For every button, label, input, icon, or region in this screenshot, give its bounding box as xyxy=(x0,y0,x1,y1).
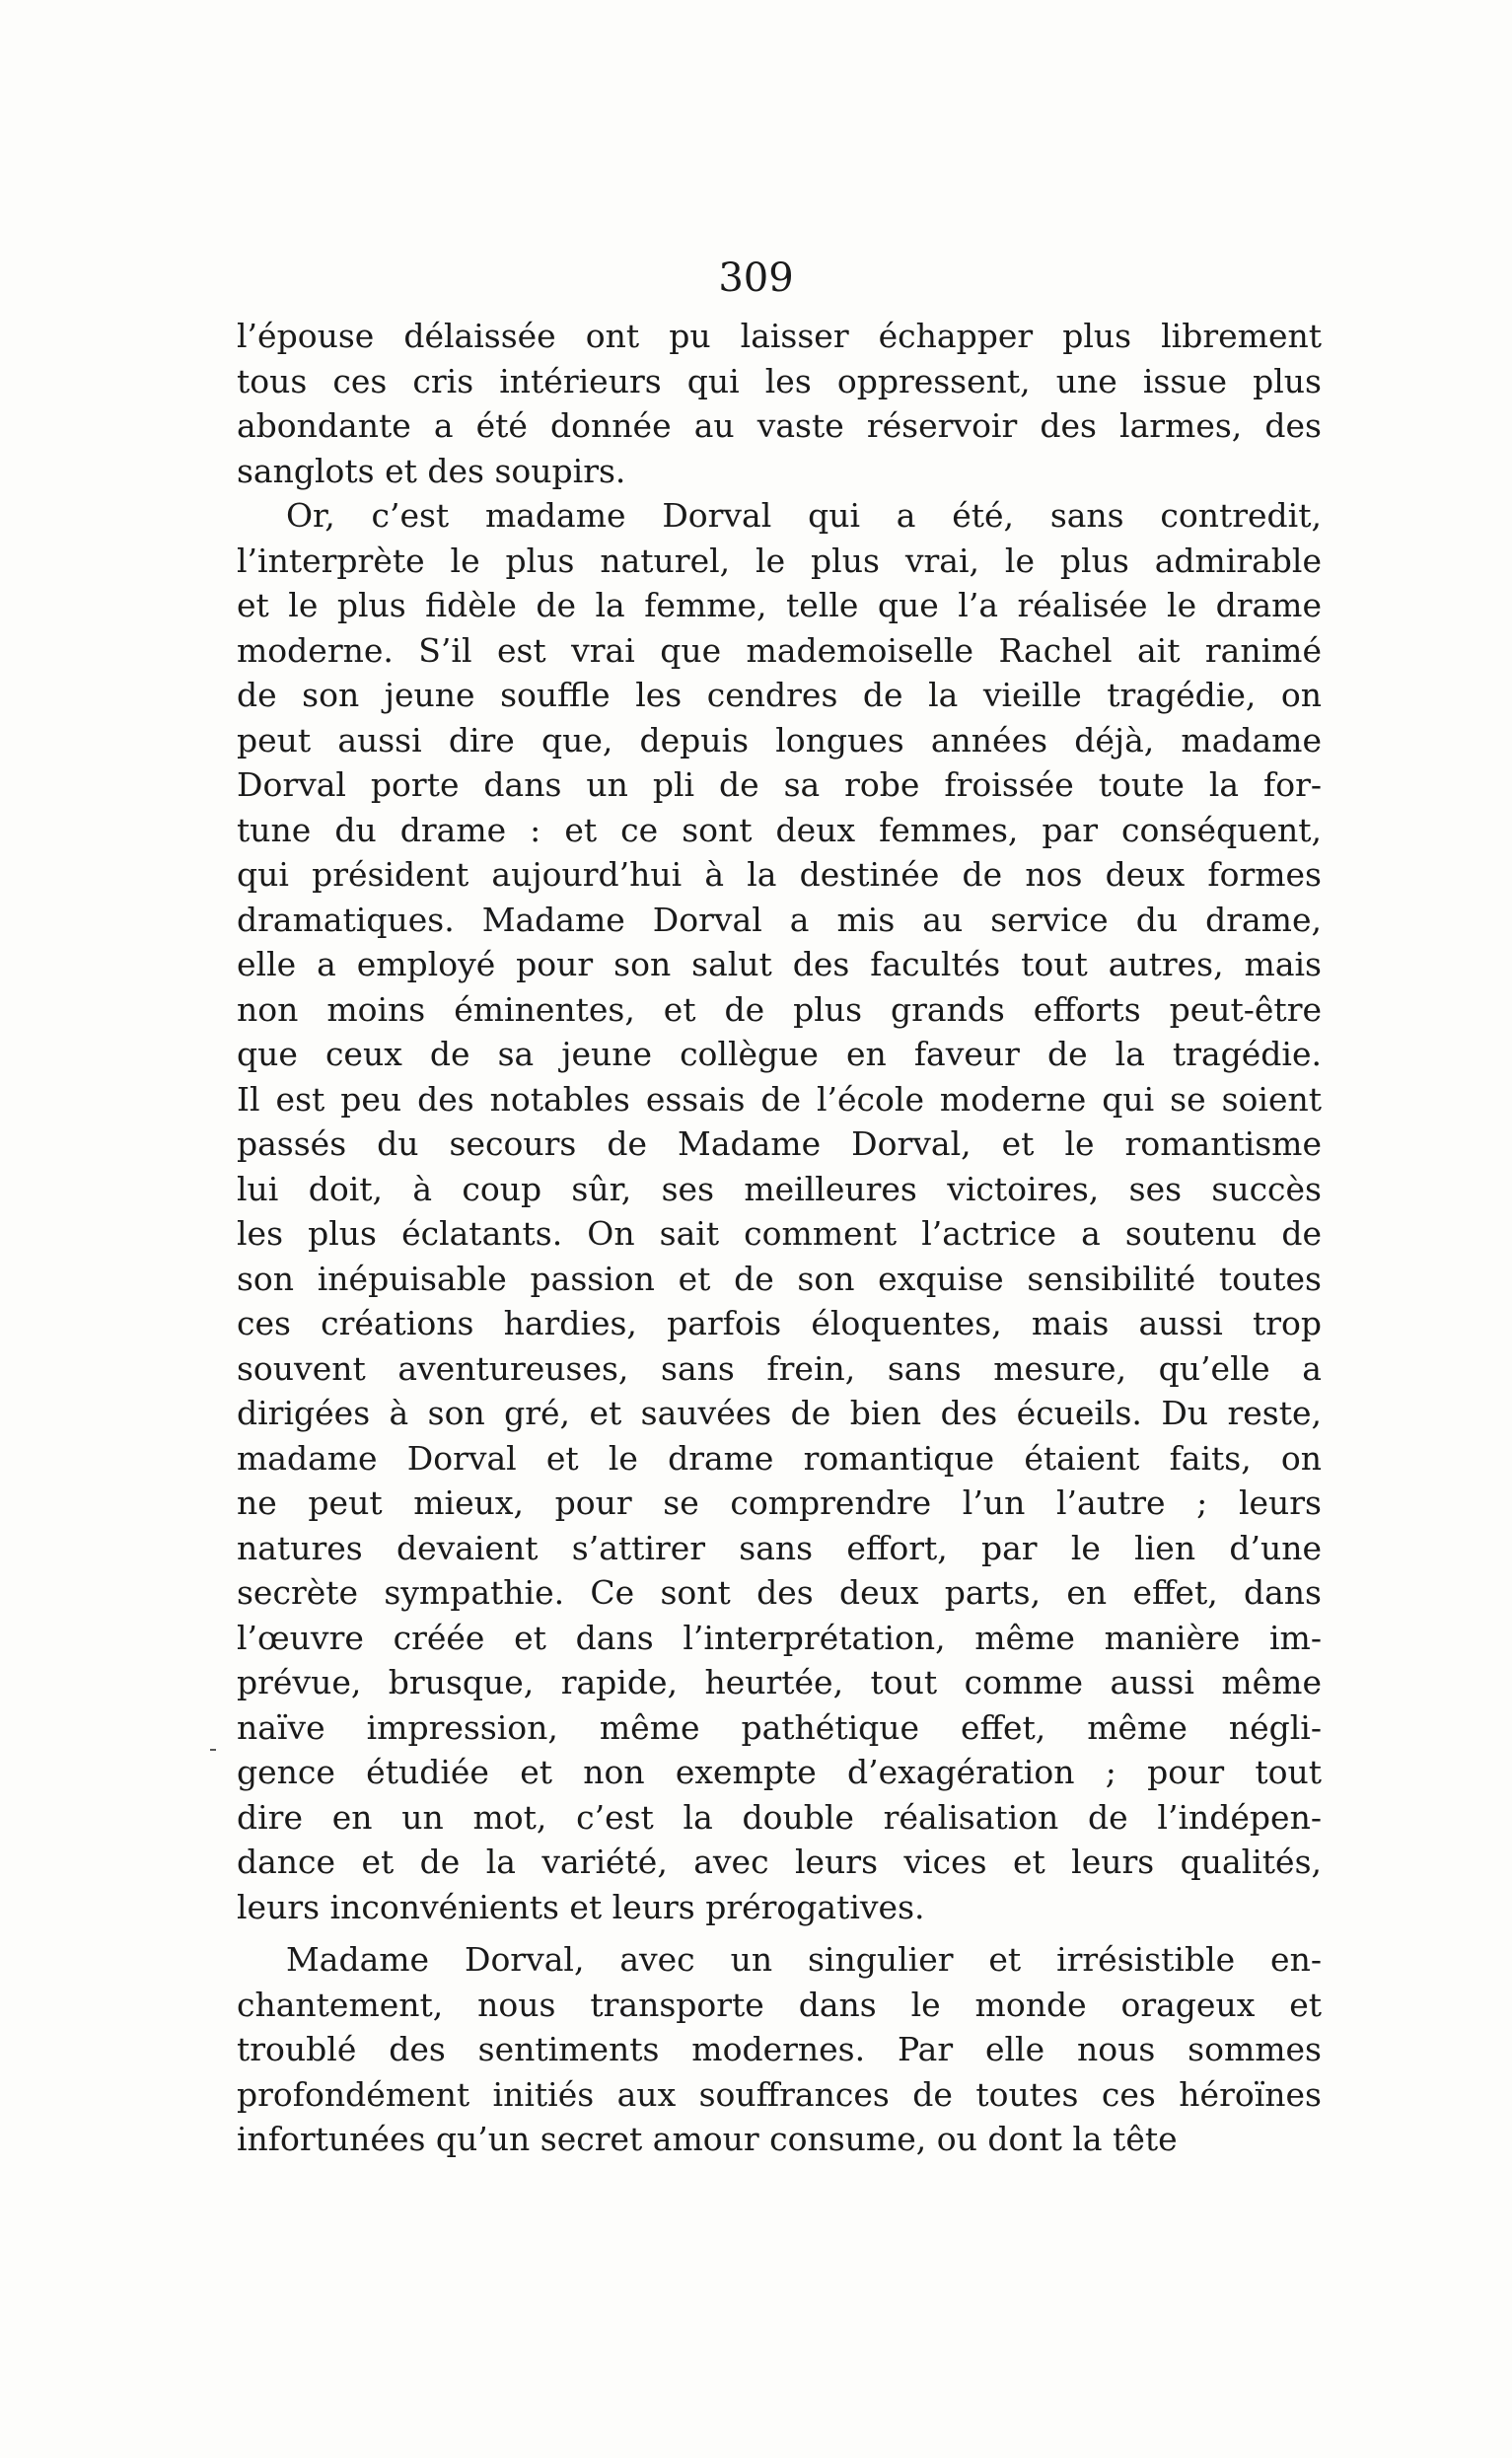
text-line: Il est peu des notables essais de l’école moderne qui se soient xyxy=(237,1079,1322,1119)
text-line: lui doit, à coup sûr, ses meilleures victoires, ses succès xyxy=(237,1169,1322,1208)
text-line: dire en un mot, c’est la double réalisation de l’indépen- xyxy=(237,1797,1322,1837)
page-number: 309 xyxy=(718,255,794,301)
text-line: troublé des sentiments modernes. Par elle nous sommes xyxy=(237,2030,1322,2068)
text-line: l’œuvre créée et dans l’interprétation, même manière im- xyxy=(237,1618,1322,1657)
text-line: gence étudiée et non exempte d’exagération ; pour tout xyxy=(237,1753,1322,1791)
text-line: secrète sympathie. Ce sont des deux parts, en effet, dans xyxy=(237,1573,1322,1612)
text-line: non moins éminentes, et de plus grands efforts peut-être xyxy=(237,989,1322,1029)
paragraph-gap xyxy=(237,1929,1322,1937)
paragraph xyxy=(237,314,1322,493)
text-line: son inépuisable passion et de son exquise sensibilité toutes xyxy=(237,1259,1322,1298)
text-line: passés du secours de Madame Dorval, et le romantisme xyxy=(237,1124,1322,1163)
text-line: les plus éclatants. On sait comment l’actrice a soutenu de xyxy=(237,1214,1322,1253)
text-line: Madame Dorval, avec un singulier et irrésistible en- xyxy=(286,1940,1322,1979)
text-line: chantement, nous transporte dans le monde orageux et xyxy=(237,1985,1322,2024)
text-line: dance et de la variété, avec leurs vices et leurs qualités, xyxy=(237,1843,1322,1881)
text-line: moderne. S’il est vrai que mademoiselle Rachel ait ranimé xyxy=(237,630,1322,670)
text-line: ne peut mieux, pour se comprendre l’un l’autre ; leurs xyxy=(237,1483,1322,1522)
paragraph xyxy=(237,493,1322,1929)
text-line: que ceux de sa jeune collègue en faveur de la tragédie. xyxy=(237,1035,1322,1073)
text-line: naïve impression, même pathétique effet, même négli- xyxy=(237,1707,1322,1747)
body-text xyxy=(237,314,1322,2162)
text-line: ces créations hardies, parfois éloquentes, mais aussi trop xyxy=(237,1304,1322,1342)
text-line: tune du drame : et ce sont deux femmes, par conséquent, xyxy=(237,810,1322,849)
text-line: sanglots et des soupirs. xyxy=(237,451,626,490)
text-line: elle a employé pour son salut des facultés tout autres, mais xyxy=(237,945,1322,983)
text-line: l’épouse délaissée ont pu laisser échapper plus librement xyxy=(237,317,1322,355)
text-line: prévue, brusque, rapide, heurtée, tout comme aussi même xyxy=(237,1663,1322,1701)
text-line: l’interprète le plus naturel, le plus vrai, le plus admirable xyxy=(237,541,1322,580)
text-line: souvent aventureuses, sans frein, sans mesure, qu’elle a xyxy=(237,1348,1322,1388)
text-line: peut aussi dire que, depuis longues années déjà, madame xyxy=(237,720,1322,759)
text-line: madame Dorval et le drame romantique étaient faits, on xyxy=(237,1438,1322,1478)
text-line: natures devaient s’attirer sans effort, par le lien d’une xyxy=(237,1528,1322,1567)
text-line: dirigées à son gré, et sauvées de bien des écueils. Du reste, xyxy=(237,1394,1322,1432)
margin-mark xyxy=(210,1749,216,1751)
paragraph xyxy=(237,1937,1322,2162)
text-line: leurs inconvénients et leurs prérogatives. xyxy=(237,1887,925,1926)
text-line: et le plus fidèle de la femme, telle que l’a réalisée le drame xyxy=(237,586,1322,624)
text-line: Or, c’est madame Dorval qui a été, sans contredit, xyxy=(286,496,1322,535)
text-line: Dorval porte dans un pli de sa robe froissée toute la for- xyxy=(237,765,1322,804)
text-line: abondante a été donnée au vaste réservoir des larmes, des xyxy=(237,406,1322,445)
text-line: profondément initiés aux souffrances de toutes ces héroïnes xyxy=(237,2074,1322,2114)
text-line: tous ces cris intérieurs qui les oppressent, une issue plus xyxy=(237,361,1322,400)
text-line: de son jeune souffle les cendres de la vieille tragédie, on xyxy=(237,676,1322,714)
text-line: infortunées qu’un secret amour consume, ou dont la tête xyxy=(237,2120,1178,2158)
text-line: qui président aujourd’hui à la destinée de nos deux formes xyxy=(237,855,1322,894)
text-line: dramatiques. Madame Dorval a mis au service du drame, xyxy=(237,900,1322,939)
